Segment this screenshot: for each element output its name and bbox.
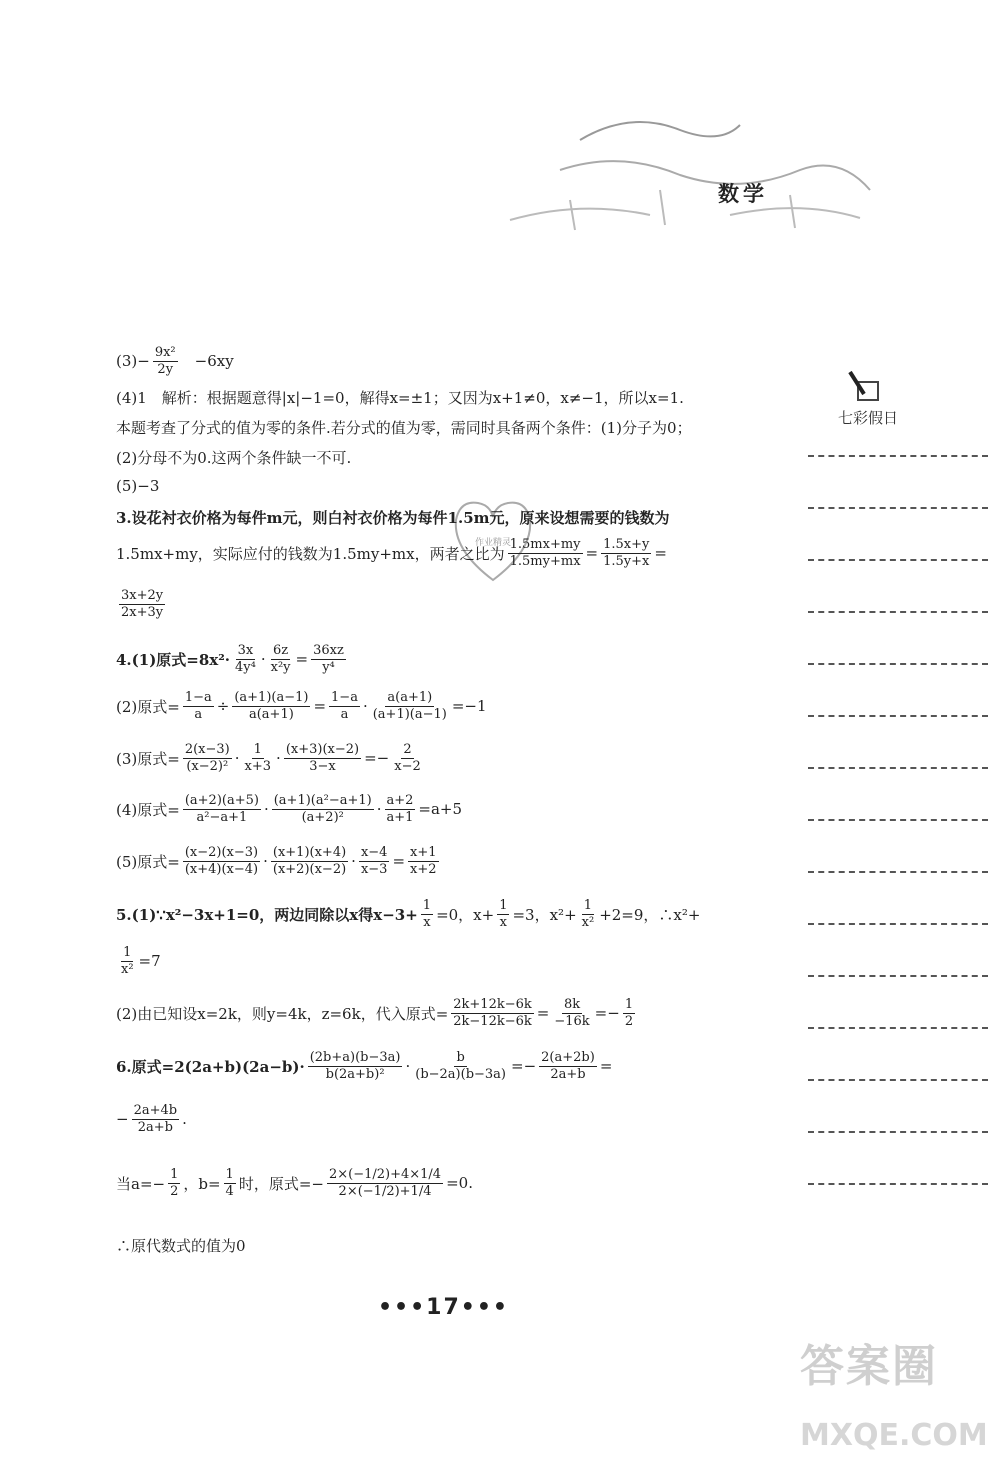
answer-line-4a: (4)1 解析：根据题意得|x|−1=0，解得x=±1；又因为x+1≠0，x≠−1，所以x=1.	[116, 389, 684, 407]
answer-line-4b: 本题考查了分式的值为零的条件.若分式的值为零，需同时具备两个条件：(1)分子为0；	[116, 419, 692, 437]
q4-1: 4.(1)原式=8x²· $\frac{3x}{\text{4y⁴}}$ · $\frac{6z}{\text{x²y}}$ = $\frac{36xz}{\text{y⁴}}$	[116, 643, 344, 675]
note-line	[808, 975, 988, 1027]
q3-line-b: 1.5mx+my，实际应付的钱数为1.5my+mx，两者之比为 $\frac{1.5mx+my}{1.5my+mx}$ = $\frac{1.5x+y}{1.5y+x}$ =	[116, 537, 667, 569]
subject-title: 数学	[718, 182, 768, 206]
answer-line-5: (5)−3	[116, 477, 160, 495]
fraction: $\frac{\text{9x²}}{2y}$	[154, 345, 176, 377]
answer-line-4c: (2)分母不为0.这两个条件缺一不可.	[116, 449, 352, 467]
page-number: •••17•••	[378, 1295, 509, 1320]
q6-c: 当a=− $\frac{1}{2}$ ，b= $\frac{1}{4}$ 时，原式=− $\frac{2\times(-1/2)+4\times 1/4}{2\times(-1/2)+1/4}$ =0.	[116, 1167, 473, 1199]
watermark-url: MXQE.COM	[800, 1418, 988, 1453]
q5-2: (2)由已知设x=2k，则y=4k，z=6k，代入原式= $\frac{2k+12k-6k}{2k-12k-6k}$ = $\frac{8k}{-16k}$ =− $\frac{1}{2}$	[116, 997, 634, 1029]
note-line	[808, 871, 988, 923]
note-line	[808, 663, 988, 715]
watermark-brand: 答案圈	[800, 1341, 938, 1392]
note-line	[808, 715, 988, 767]
header-decoration	[500, 100, 880, 250]
q6-b: − $\frac{2a+4b}{2a+b}$ .	[116, 1103, 187, 1135]
note-line	[808, 1183, 988, 1235]
note-lines	[808, 455, 988, 1235]
note-line	[808, 819, 988, 871]
q4-5: (5)原式= $\frac{(x-2)(x-3)}{(x+4)(x-4)}$ · $\frac{(x+1)(x+4)}{(x+2)(x-2)}$ · $\frac{x-4}{x-3}$ = $\frac{x+1}{x+2}$	[116, 845, 437, 877]
q3-line-c: $\frac{3x+2y}{2x+3y}$	[121, 588, 164, 620]
sidebar-label: 七彩假日	[838, 409, 899, 427]
note-line	[808, 1027, 988, 1079]
q4-3: (3)原式= $\frac{2(x-3)}{\text{(x−2)²}}$ · $\frac{1}{x+3}$ · $\frac{(x+3)(x-2)}{3-x}$ =− $\frac{2}{x-2}$	[116, 742, 421, 774]
q5-1: 5.(1)∵x²−3x+1=0，两边同除以x得x−3+ $\frac{1}{x}$ =0，x+ $\frac{1}{x}$ =3，x²+ $\frac{1}{\text{x²}}$ +2=9，∴x²+	[116, 898, 701, 930]
svg-text:作业精灵: 作业精灵	[474, 538, 512, 548]
note-line	[808, 455, 988, 507]
note-line	[808, 507, 988, 559]
note-line	[808, 1079, 988, 1131]
q5-1-end: $\frac{1}{\text{x²}}$ =7	[121, 945, 161, 977]
q4-2: (2)原式= $\frac{1-a}{a}$ ÷ $\frac{(a+1)(a-1)}{a(a+1)}$ = $\frac{1-a}{a}$ · $\frac{a(a+1)}{(a+1)(a-1)}$ =−1	[116, 690, 487, 722]
q3-line-a: 3.设花衬衣价格为每件m元，则白衬衣价格为每件1.5m元，原来设想需要的钱数为	[116, 509, 670, 527]
note-line	[808, 923, 988, 975]
note-line	[808, 1131, 988, 1183]
pen-note-icon	[846, 368, 886, 408]
answer-line-3: (3)− $\frac{\text{9x²}}{2y}$ −6xy	[116, 345, 234, 377]
note-line	[808, 559, 988, 611]
q6: 6.原式=2(2a+b)(2a−b)· $\frac{(2b+a)(b-3a)}{\text{b(2a+b)²}}$ · $\frac{b}{(b-2a)(b-3a)}$ =− $\frac{2(a+2b)}{2a+b}$ =	[116, 1050, 613, 1082]
q4-4: (4)原式= $\frac{(a+2)(a+5)}{\text{a²−a+1}}$ · $\frac{\text{(a+1)(a²−a+1)}}{\text{(a+2)²}}$ · $\frac{a+2}{a+1}$ =a+5	[116, 793, 463, 825]
note-line	[808, 767, 988, 819]
note-line	[808, 611, 988, 663]
q6-d: ∴原代数式的值为0	[116, 1237, 246, 1255]
